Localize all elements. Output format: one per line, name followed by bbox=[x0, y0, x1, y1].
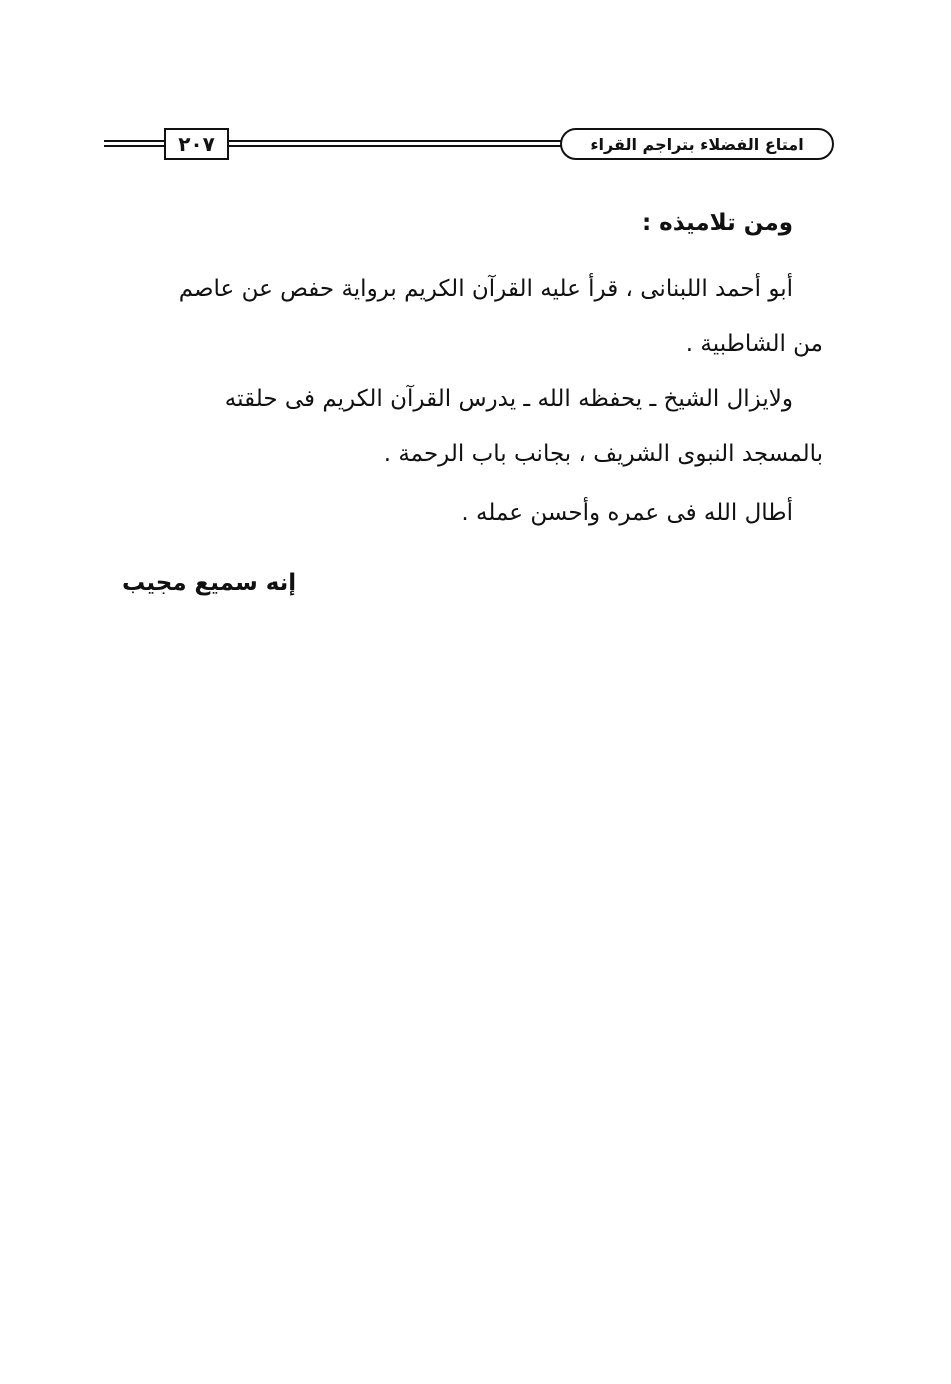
paragraph-1-line-1: أبو أحمد اللبنانى ، قرأ عليه القرآن الكريم برواية حفص عن عاصم bbox=[178, 276, 793, 302]
book-title: امتاع الفضلاء بتراجم القراء bbox=[560, 128, 834, 160]
paragraph-2 bbox=[225, 372, 823, 482]
section-heading: ومن تلاميذه : bbox=[641, 210, 793, 236]
header-rule-left bbox=[104, 140, 164, 147]
paragraph-2-line-2: بالمسجد النبوى الشريف ، بجانب باب الرحمة . bbox=[383, 441, 823, 467]
running-header bbox=[104, 124, 834, 168]
closing-prayer: إنه سميع مجيب bbox=[122, 570, 297, 596]
paragraph-2-line-1: ولايزال الشيخ ـ يحفظه الله ـ يدرس القرآن الكريم فى حلقته bbox=[224, 386, 793, 412]
paragraph-3: أطال الله فى عمره وأحسن عمله . bbox=[461, 500, 793, 526]
page-number: ٢٠٧ bbox=[164, 128, 229, 160]
paragraph-1-line-2: من الشاطبية . bbox=[685, 331, 823, 357]
paragraph-1 bbox=[179, 262, 823, 372]
